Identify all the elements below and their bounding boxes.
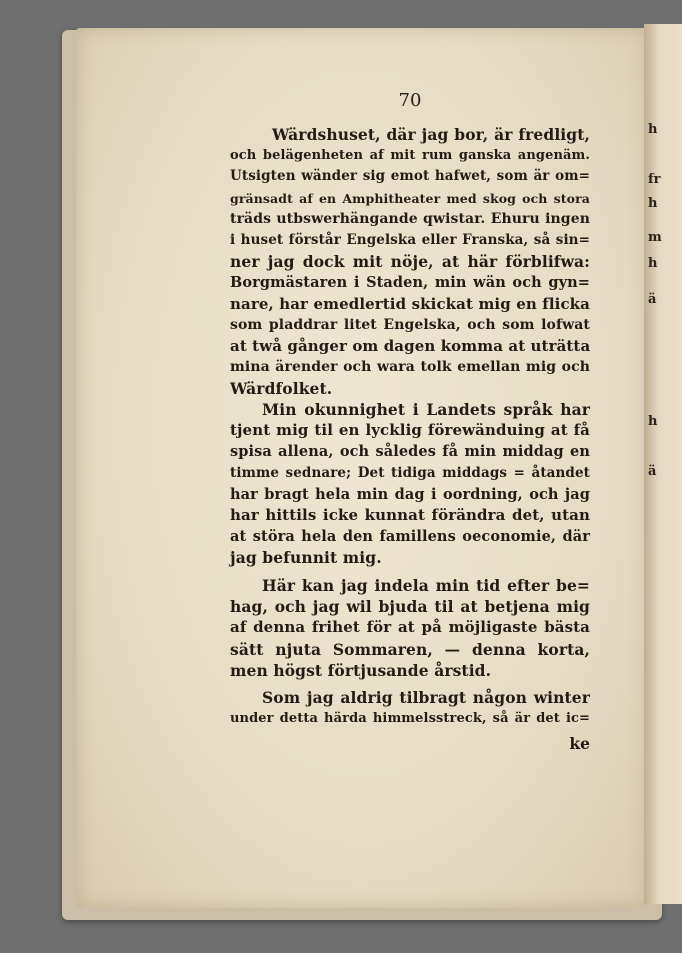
text-line: sätt njuta Sommaren, — denna korta, — [230, 639, 590, 659]
facing-page-fragment: fr — [648, 172, 661, 187]
catchword: ke — [569, 734, 590, 753]
facing-page-fragment: h — [648, 256, 658, 271]
text-line: tjent mig til en lycklig förewänduing at få — [230, 421, 590, 440]
facing-page-fragment: h — [648, 414, 658, 429]
text-line: ner jag dock mit nöje, at här förblifwa: — [230, 252, 590, 272]
text-line: mina ärender och wara tolk emellan mig och — [230, 359, 590, 376]
facing-page-fragment: ä — [648, 464, 657, 479]
text-line: som pladdrar litet Engelska, och som lofwat — [230, 316, 590, 333]
text-line: Här kan jag indela min tid efter be= — [262, 576, 590, 595]
paragraph-2 — [230, 399, 590, 569]
text-line: Wärdshuset, där jag bor, är fredligt, — [272, 125, 590, 144]
text-line: hag, och jag wil bjuda til at betjena mig — [230, 597, 590, 617]
text-line: men högst förtjusande årstid. — [230, 660, 492, 680]
facing-page-fragment: h — [648, 196, 658, 211]
text-line: jag befunnit mig. — [230, 548, 382, 568]
text-line: har bragt hela min dag i oordning, och jag — [230, 485, 590, 503]
text-line: spisa allena, och således få min middag en — [230, 443, 590, 461]
facing-page-fragment: ä — [648, 292, 657, 307]
facing-page-edge — [644, 24, 682, 904]
paragraph-4 — [230, 687, 590, 729]
text-line: i huset förstår Engelska eller Franska, så sin= — [230, 231, 590, 248]
text-line: Min okunnighet i Landets språk har — [262, 400, 590, 419]
text-line: och belägenheten af mit rum ganska angenäm. — [230, 148, 590, 164]
text-line: at twå gånger om dagen komma at uträtta — [230, 336, 591, 355]
text-line: Wärdfolket. — [230, 379, 333, 399]
text-line: timme sednare; Det tidiga middags = åtandet — [230, 464, 590, 481]
text-line: gränsadt af en Amphitheater med skog och stora — [230, 190, 590, 206]
text-line: träds utbswerhängande qwistar. Ehuru ingen — [230, 210, 590, 227]
text-line: at störa hela den famillens oeconomie, där — [230, 528, 590, 546]
facing-page-fragment: m — [648, 230, 662, 245]
text-line: har hittils icke kunnat förändra det, utan — [230, 505, 590, 524]
paragraph-3 — [230, 575, 590, 681]
text-line: Som jag aldrig tilbragt någon winter — [262, 688, 590, 707]
text-line: nare, har emedlertid skickat mig en flicka — [230, 294, 590, 313]
page-number: 70 — [398, 90, 422, 111]
paragraph-1 — [230, 124, 590, 399]
text-line: Borgmästaren i Staden, min wän och gyn= — [230, 274, 590, 292]
text-line: af denna frihet för at på möjligaste bästa — [230, 618, 590, 637]
text-line: under detta härda himmelsstreck, så är det ic= — [230, 711, 590, 727]
facing-page-fragment: h — [648, 122, 658, 137]
text-line: Utsigten wänder sig emot hafwet, som är om= — [230, 168, 590, 185]
